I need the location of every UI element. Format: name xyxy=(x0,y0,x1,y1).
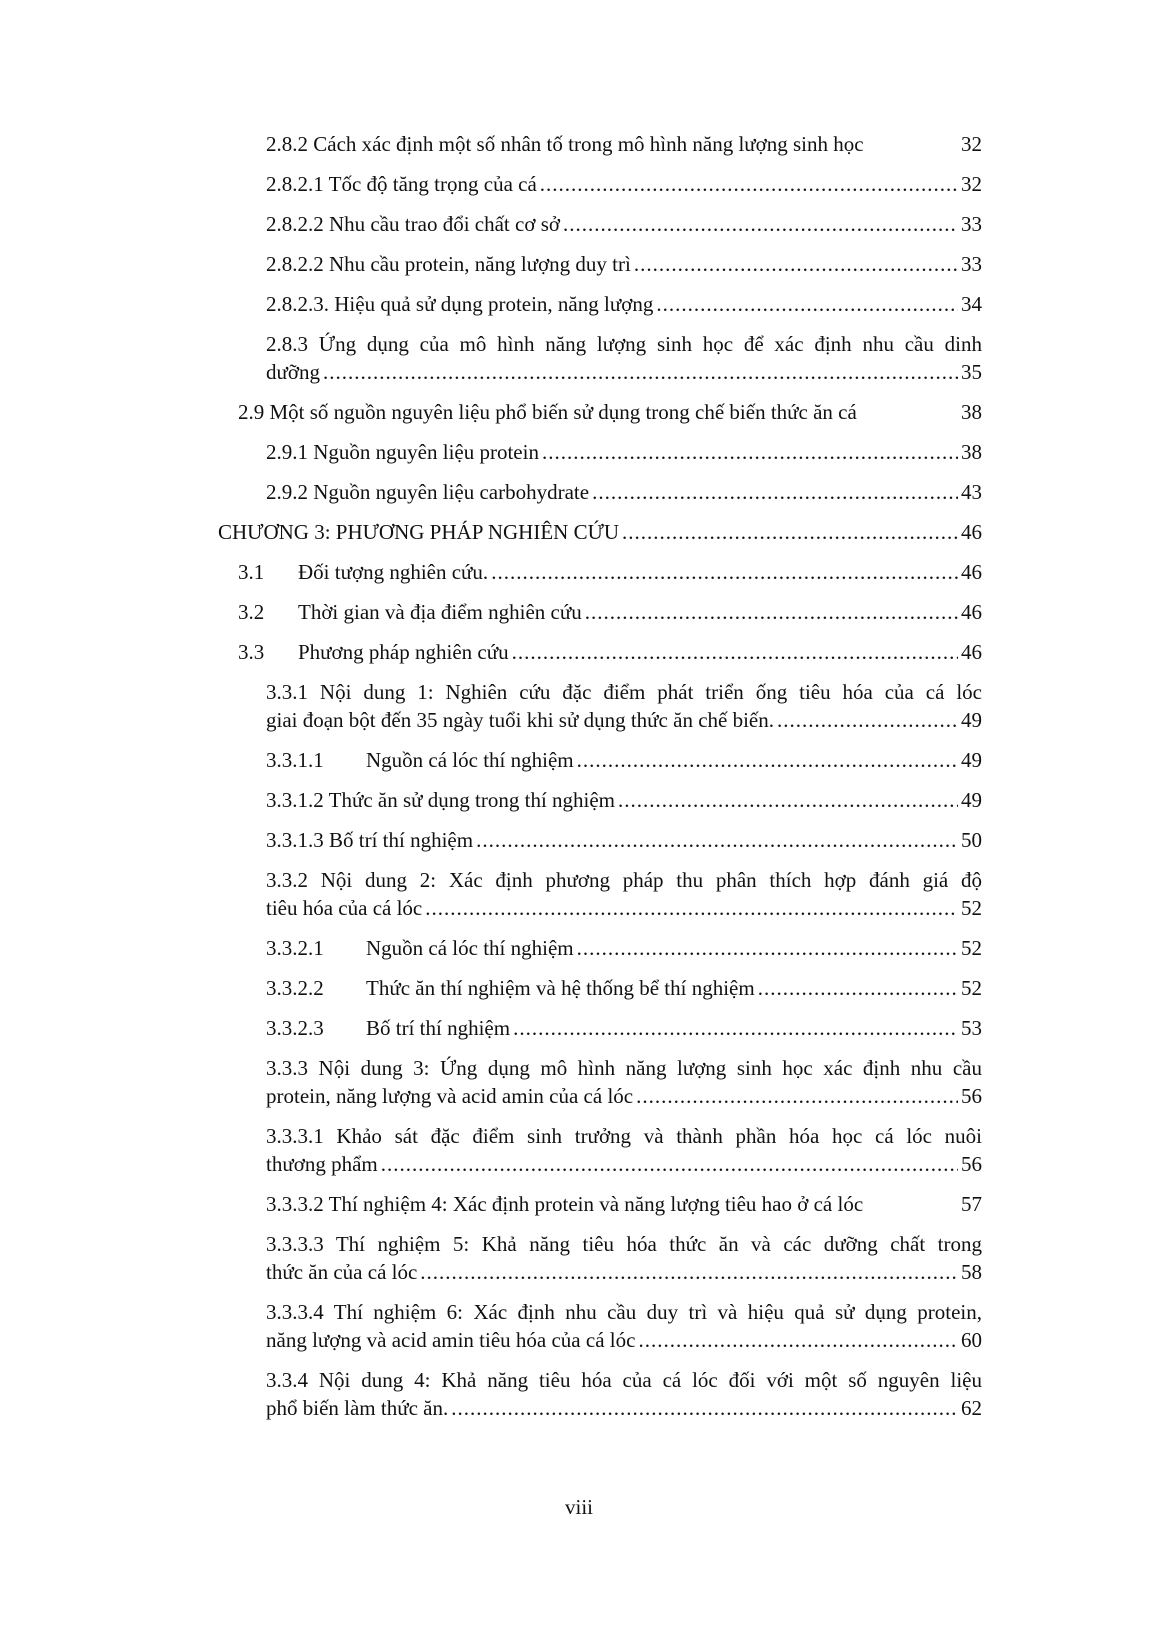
toc-entry-row xyxy=(266,894,982,922)
toc-entry-title xyxy=(266,290,653,318)
toc-dot-leader xyxy=(491,558,958,586)
toc-entry-title-text: 3.3.1.3 Bố trí thí nghiệm xyxy=(266,828,474,852)
toc-entry-title-line: 3.3.3.4 Thí nghiệm 6: Xác định nhu cầu duy trì và hiệu quả sử dụng protein, xyxy=(266,1300,982,1324)
toc-entry-title xyxy=(266,438,539,466)
toc-entry-row xyxy=(266,250,982,278)
toc-entry-title xyxy=(266,1258,417,1286)
toc-entry-title xyxy=(238,398,857,426)
toc-page-number: 52 xyxy=(961,896,982,920)
toc-entry-title-text: thương phẩm xyxy=(266,1152,378,1176)
toc-entry-title-text: phổ biến làm thức ăn. xyxy=(266,1396,449,1420)
toc-entry-title-text: tiêu hóa của cá lóc xyxy=(266,896,423,920)
toc-dot-leader xyxy=(585,598,958,626)
toc-entry-title-text: 2.8.2.1 Tốc độ tăng trọng của cá xyxy=(266,172,537,196)
toc-entry-row xyxy=(238,638,982,666)
toc-dot-leader xyxy=(420,1258,958,1286)
toc-dot-leader xyxy=(542,438,958,466)
toc-entry-row xyxy=(266,1190,982,1218)
toc-page-number: 46 xyxy=(961,600,982,624)
toc-entry-number: 3.3 xyxy=(238,640,265,664)
toc-page-number: 49 xyxy=(961,748,982,772)
toc-entry-title xyxy=(266,786,615,814)
toc-page-number: 46 xyxy=(961,640,982,664)
toc-dot-leader xyxy=(577,934,958,962)
toc-page-number: 50 xyxy=(961,828,982,852)
toc-entry xyxy=(266,330,982,398)
toc-entry-row xyxy=(266,130,982,158)
toc-entry-row xyxy=(266,438,982,466)
toc-page-number: 49 xyxy=(961,788,982,812)
toc-entry-title xyxy=(266,1394,448,1422)
toc-entry-title-text: Bố trí thí nghiệm xyxy=(366,1016,511,1040)
toc-page-number: 58 xyxy=(961,1260,982,1284)
toc-entry xyxy=(238,638,982,678)
toc-entry-row xyxy=(266,478,982,506)
toc-page-number: 60 xyxy=(961,1328,982,1352)
toc-entry xyxy=(266,826,982,866)
toc-page-number: 43 xyxy=(961,480,982,504)
toc-dot-leader xyxy=(618,786,958,814)
toc-entry xyxy=(266,1014,982,1054)
toc-entry xyxy=(266,1190,982,1230)
toc-page-number: 56 xyxy=(961,1152,982,1176)
toc-entry-title xyxy=(266,934,574,962)
toc-entry xyxy=(266,210,982,250)
toc-entry-title-line: 3.3.2 Nội dung 2: Xác định phương pháp thu phân thích hợp đánh giá độ xyxy=(266,868,982,892)
toc-entry-title-text: Thời gian và địa điểm nghiên cứu xyxy=(298,600,582,624)
toc-entry xyxy=(218,518,982,558)
toc-entry-title xyxy=(266,478,589,506)
toc-entry-row xyxy=(266,1258,982,1286)
toc-entry-title-text: Thức ăn thí nghiệm và hệ thống bể thí nghiệm xyxy=(366,976,755,1000)
toc-dot-leader xyxy=(592,478,958,506)
toc-entry-title xyxy=(266,210,560,238)
toc-entry-title xyxy=(266,130,864,158)
toc-entry-title-text: 2.8.2.3. Hiệu quả sử dụng protein, năng lượng xyxy=(266,292,654,316)
toc-page-number: 33 xyxy=(961,212,982,236)
toc-entry xyxy=(266,1054,982,1122)
toc-entry xyxy=(266,934,982,974)
toc-entry-number: 3.1 xyxy=(238,560,265,584)
toc-entry-row xyxy=(266,170,982,198)
table-of-contents xyxy=(0,130,1158,1434)
toc-dot-leader xyxy=(476,826,958,854)
toc-entry-title xyxy=(266,1082,633,1110)
toc-entry-title-line: 3.3.3.1 Khảo sát đặc điểm sinh trưởng và thành phần hóa học cá lóc nuôi xyxy=(266,1124,982,1148)
toc-dot-leader xyxy=(656,290,958,318)
toc-page-number: 35 xyxy=(961,360,982,384)
toc-entry-row xyxy=(266,210,982,238)
toc-dot-leader xyxy=(540,170,958,198)
toc-entry xyxy=(266,1230,982,1298)
toc-entry-title xyxy=(266,974,755,1002)
toc-entry xyxy=(266,1122,982,1190)
toc-entry-number: 3.2 xyxy=(238,600,265,624)
toc-entry-title xyxy=(266,358,320,386)
toc-entry-title-text: CHƯƠNG 3: PHƯƠNG PHÁP NGHIÊN CỨU xyxy=(218,520,620,544)
toc-page-number: 52 xyxy=(961,936,982,960)
toc-dot-leader xyxy=(512,638,958,666)
toc-page-number: 46 xyxy=(961,560,982,584)
toc-entry-row xyxy=(238,598,982,626)
toc-entry xyxy=(266,250,982,290)
toc-entry xyxy=(266,746,982,786)
toc-entry-title-text: 2.9.2 Nguồn nguyên liệu carbohydrate xyxy=(266,480,590,504)
toc-entry-title xyxy=(266,1190,863,1218)
toc-entry-row xyxy=(266,746,982,774)
toc-entry-title xyxy=(266,706,774,734)
toc-page-number: 62 xyxy=(961,1396,982,1420)
toc-entry-title xyxy=(266,746,574,774)
toc-entry-title xyxy=(218,518,619,546)
toc-entry-number: 3.3.1.1 xyxy=(266,748,324,772)
toc-entry-title xyxy=(266,1150,378,1178)
toc-entry-row xyxy=(266,786,982,814)
toc-entry-row xyxy=(266,1394,982,1422)
toc-entry-row xyxy=(266,706,982,734)
toc-entry-title-text: 3.3.3.2 Thí nghiệm 4: Xác định protein và năng lượng tiêu hao ở cá lóc xyxy=(266,1192,864,1216)
toc-entry-title-line: 3.3.1 Nội dung 1: Nghiên cứu đặc điểm phát triển ống tiêu hóa của cá lóc xyxy=(266,680,982,704)
toc-dot-leader xyxy=(381,1150,958,1178)
toc-entry xyxy=(266,866,982,934)
toc-page-number: 53 xyxy=(961,1016,982,1040)
toc-page-number: 32 xyxy=(961,132,982,156)
toc-entry-title xyxy=(238,558,488,586)
toc-entry-title xyxy=(238,638,509,666)
toc-entry-row xyxy=(266,1014,982,1042)
toc-dot-leader xyxy=(563,210,958,238)
toc-entry-title-line: 3.3.3.3 Thí nghiệm 5: Khả năng tiêu hóa thức ăn và các dưỡng chất trong xyxy=(266,1232,982,1256)
toc-page-number: 33 xyxy=(961,252,982,276)
toc-entry-row xyxy=(266,826,982,854)
toc-dot-leader xyxy=(451,1394,958,1422)
toc-entry-title-text: giai đoạn bột đến 35 ngày tuổi khi sử dụng thức ăn chế biến. xyxy=(266,708,774,732)
toc-entry-title-text: thức ăn của cá lóc xyxy=(266,1260,418,1284)
toc-entry-title-text: 2.9 Một số nguồn nguyên liệu phổ biến sử dụng trong chế biến thức ăn cá xyxy=(238,400,857,424)
toc-entry-row xyxy=(238,398,982,426)
toc-page-number: 49 xyxy=(961,708,982,732)
toc-dot-leader xyxy=(323,358,958,386)
toc-entry xyxy=(238,558,982,598)
toc-entry xyxy=(266,290,982,330)
toc-entry-row xyxy=(238,558,982,586)
page-number: viii xyxy=(564,1495,593,1519)
toc-entry-number: 3.3.2.2 xyxy=(266,976,324,1000)
toc-entry-row xyxy=(266,1150,982,1178)
toc-dot-leader xyxy=(622,518,958,546)
toc-entry-title-line: 3.3.4 Nội dung 4: Khả năng tiêu hóa của cá lóc đối với một số nguyên liệu xyxy=(266,1368,982,1392)
toc-entry-row xyxy=(266,1326,982,1354)
toc-entry-title xyxy=(238,598,582,626)
toc-entry-title xyxy=(266,1014,510,1042)
toc-page-number: 56 xyxy=(961,1084,982,1108)
toc-entry-row xyxy=(266,290,982,318)
toc-dot-leader xyxy=(634,250,958,278)
toc-dot-leader xyxy=(513,1014,958,1042)
toc-entry xyxy=(238,398,982,438)
toc-entry-row xyxy=(266,974,982,1002)
toc-entry-title xyxy=(266,170,537,198)
toc-entry xyxy=(238,598,982,638)
toc-dot-leader xyxy=(425,894,958,922)
toc-entry-title-text: Nguồn cá lóc thí nghiệm xyxy=(366,936,574,960)
toc-entry xyxy=(266,678,982,746)
toc-entry-title-text: 2.9.1 Nguồn nguyên liệu protein xyxy=(266,440,539,464)
toc-entry-title-text: 3.3.1.2 Thức ăn sử dụng trong thí nghiệm xyxy=(266,788,616,812)
toc-entry-title-text: protein, năng lượng và acid amin của cá lóc xyxy=(266,1084,634,1108)
toc-entry-row xyxy=(266,934,982,962)
toc-entry-title xyxy=(266,1326,635,1354)
toc-entry-title-text: Đối tượng nghiên cứu. xyxy=(298,560,489,584)
toc-dot-leader xyxy=(577,746,958,774)
toc-entry xyxy=(266,974,982,1014)
toc-entry-title xyxy=(266,826,473,854)
toc-entry-title-text: 2.8.2 Cách xác định một số nhân tố trong mô hình năng lượng sinh học xyxy=(266,132,864,156)
toc-page-number: 57 xyxy=(961,1192,982,1216)
toc-entry xyxy=(266,170,982,210)
toc-page-number: 38 xyxy=(961,400,982,424)
toc-entry xyxy=(266,130,982,170)
toc-dot-leader xyxy=(777,706,958,734)
toc-entry-title-text: 2.8.2.2 Nhu cầu trao đổi chất cơ sở xyxy=(266,212,560,236)
toc-dot-leader xyxy=(638,1326,958,1354)
toc-entry-title-line: 2.8.3 Ứng dụng của mô hình năng lượng sinh học để xác định nhu cầu dinh xyxy=(266,332,982,356)
toc-entry-title-text: Phương pháp nghiên cứu xyxy=(298,640,509,664)
toc-page-number: 34 xyxy=(961,292,982,316)
toc-entry xyxy=(266,1298,982,1366)
toc-entry-title-line: 3.3.3 Nội dung 3: Ứng dụng mô hình năng lượng sinh học xác định nhu cầu xyxy=(266,1056,982,1080)
toc-entry xyxy=(266,1366,982,1434)
toc-entry-row xyxy=(266,1082,982,1110)
toc-entry xyxy=(266,478,982,518)
toc-entry-number: 3.3.2.3 xyxy=(266,1016,324,1040)
toc-page-number: 38 xyxy=(961,440,982,464)
toc-page-number: 52 xyxy=(961,976,982,1000)
toc-entry xyxy=(266,438,982,478)
toc-entry-row xyxy=(218,518,982,546)
toc-dot-leader xyxy=(636,1082,958,1110)
toc-entry xyxy=(266,786,982,826)
toc-entry-title xyxy=(266,250,631,278)
toc-page-number: 46 xyxy=(961,520,982,544)
toc-entry-title-text: Nguồn cá lóc thí nghiệm xyxy=(366,748,574,772)
toc-entry-title-text: 2.8.2.2 Nhu cầu protein, năng lượng duy trì xyxy=(266,252,631,276)
toc-entry-title xyxy=(266,894,422,922)
toc-entry-row xyxy=(266,358,982,386)
toc-entry-number: 3.3.2.1 xyxy=(266,936,324,960)
toc-entry-title-text: năng lượng và acid amin tiêu hóa của cá lóc xyxy=(266,1328,636,1352)
toc-dot-leader xyxy=(758,974,958,1002)
toc-page-number: 32 xyxy=(961,172,982,196)
toc-entry-title-text: dưỡng xyxy=(266,360,320,384)
